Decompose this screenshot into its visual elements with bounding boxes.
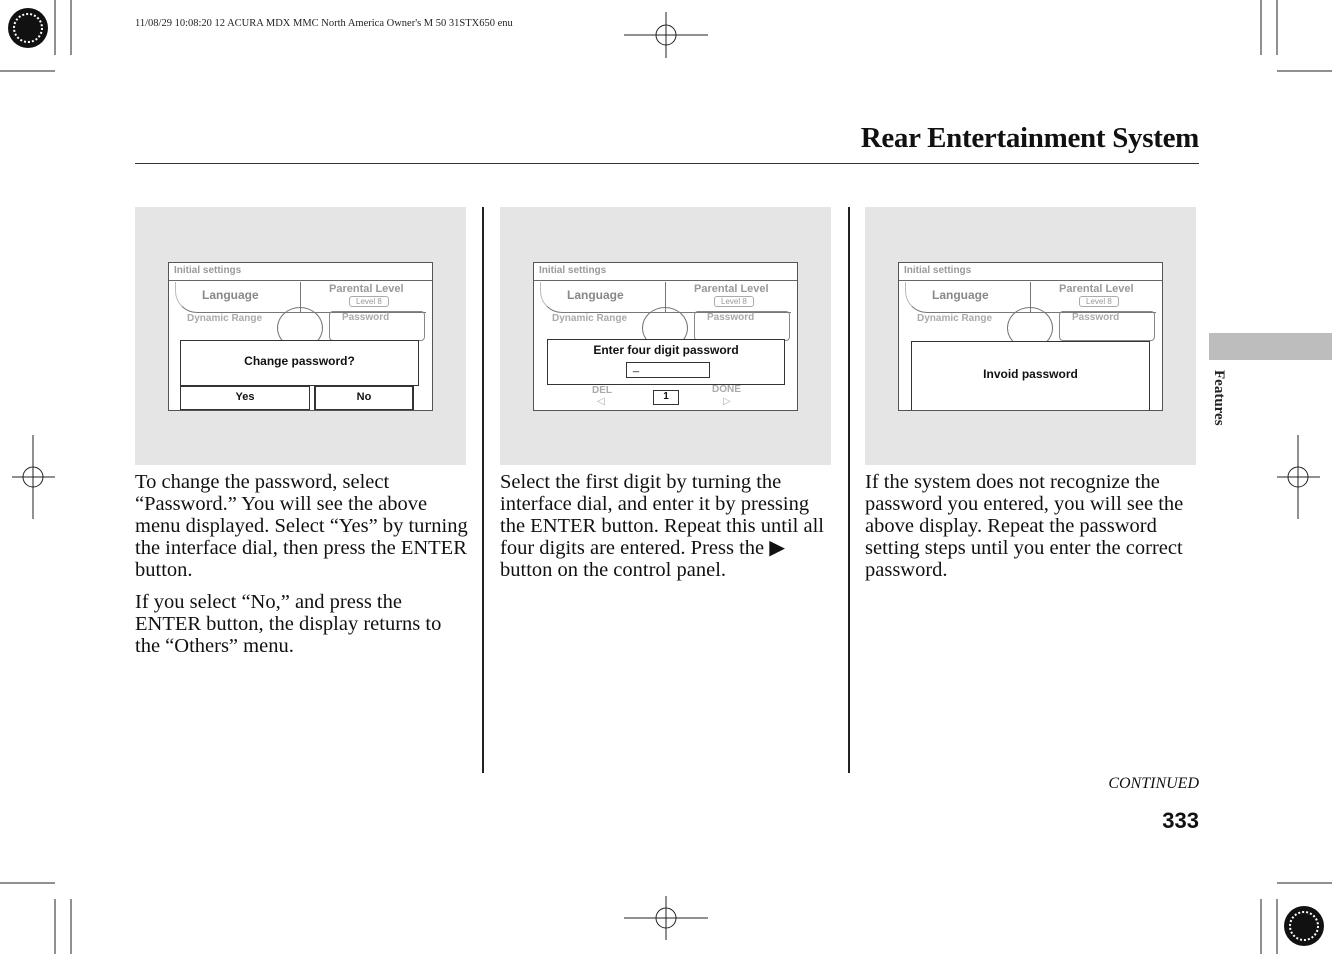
change-password-dialog [180, 340, 419, 386]
delete-button[interactable]: DEL [592, 385, 612, 396]
page-title: Rear Entertainment System [860, 122, 1199, 154]
column-divider-1 [482, 207, 484, 773]
screen-title: Initial settings [174, 265, 242, 276]
dialog-message: Change password? [244, 354, 355, 368]
done-button[interactable]: DONE [712, 384, 741, 395]
dialog-message: Enter four digit password [593, 343, 739, 357]
enter-password-dialog [547, 339, 785, 385]
dynamic-range-label: Dynamic Range [917, 313, 993, 324]
section-tab [1209, 333, 1332, 360]
column-divider-2 [848, 207, 850, 773]
no-button[interactable] [314, 385, 414, 411]
right-arrow-icon: ▷ [723, 396, 731, 407]
parental-level-option: Parental Level Level 8 [1030, 282, 1156, 313]
col2-paragraph-1: Select the first digit by turning the interface dial, and enter it by pressing the ENTER button. Repeat this until all four digits are entered. Press the ▶ button on the control panel. [500, 471, 824, 581]
col1-paragraph-2: If you select “No,” and press the ENTER button, the display returns to the “Others” menu. [135, 591, 442, 657]
screen-display [898, 262, 1163, 411]
figure-invalid-password [865, 207, 1196, 465]
dynamic-range-label: Dynamic Range [552, 313, 628, 324]
password-option: Password [1059, 311, 1155, 341]
screen-title: Initial settings [904, 265, 972, 276]
password-option: Password [329, 311, 425, 341]
dynamic-range-label: Dynamic Range [187, 313, 263, 324]
no-label: No [356, 391, 372, 403]
screen-title: Initial settings [539, 265, 607, 276]
password-option: Password [694, 311, 790, 341]
parental-level-option: Parental Level Level 8 [665, 282, 791, 313]
left-arrow-icon: ◁ [597, 396, 605, 407]
section-label: Features [1211, 370, 1227, 426]
figure-enter-password [500, 207, 831, 465]
print-metadata: 11/08/29 10:08:20 12 ACURA MDX MMC North America Owner's M 50 31STX650 enu [135, 18, 513, 29]
yes-label: Yes [235, 391, 255, 403]
screen-display [533, 262, 798, 411]
language-option: Language [905, 282, 1031, 313]
parental-level-option: Parental Level Level 8 [300, 282, 426, 313]
continued-label: CONTINUED [1108, 775, 1199, 792]
col1-paragraph-1: To change the password, select “Password.” You will see the above menu displayed. Select “Yes” by turning the interface dial, then press the ENTER button. [135, 471, 468, 581]
digit-selector[interactable]: 1 [653, 390, 679, 405]
col3-paragraph-1: If the system does not recognize the password you entered, you will see the above display. Repeat the password setting steps until you enter the correct password. [865, 471, 1184, 581]
title-divider [135, 163, 1199, 164]
page-number: 333 [1162, 808, 1199, 833]
yes-button[interactable] [180, 386, 310, 410]
language-option: Language [175, 282, 301, 313]
dialog-message: Invoid password [983, 367, 1078, 381]
figure-change-password [135, 207, 466, 465]
password-input[interactable]: _ [626, 362, 710, 378]
screen-display [168, 262, 433, 411]
invalid-password-dialog [911, 341, 1150, 411]
language-option: Language [540, 282, 666, 313]
